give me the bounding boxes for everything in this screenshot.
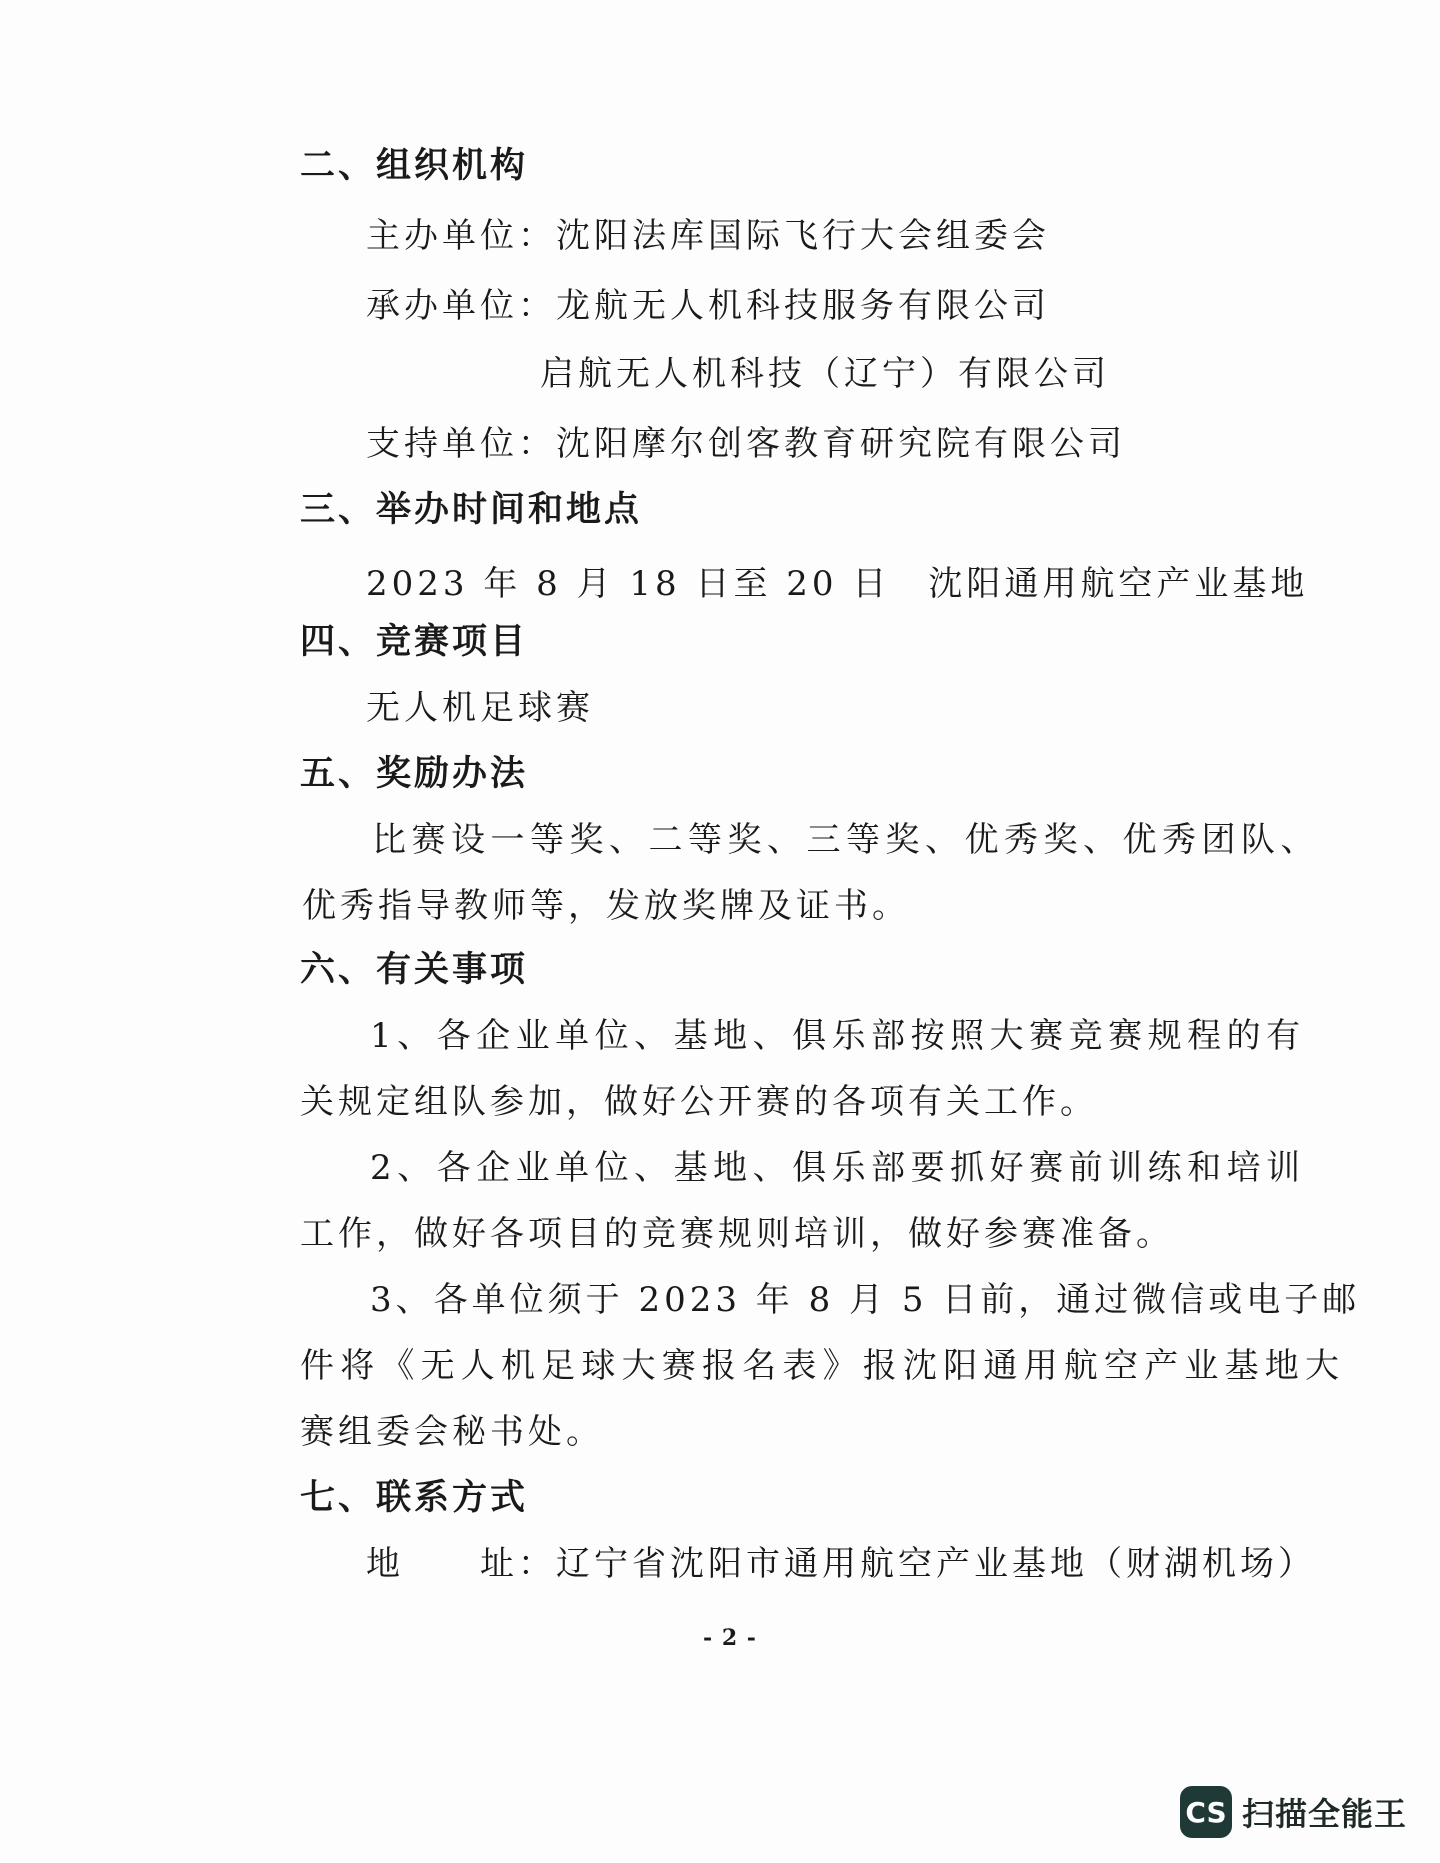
awards-line-2: 优秀指导教师等，发放奖牌及证书。 (302, 886, 910, 926)
matters-item2-line1: 2、各企业单位、基地、俱乐部要抓好赛前训练和培训 (370, 1148, 1306, 1188)
section-heading-organization: 二、组织机构 (300, 146, 529, 186)
matters-item1-line2: 关规定组队参加，做好公开赛的各项有关工作。 (300, 1082, 1098, 1122)
scanner-watermark (1180, 1784, 1407, 1840)
section-heading-matters: 六、有关事项 (300, 950, 529, 990)
awards-line-1: 比赛设一等奖、二等奖、三等奖、优秀奖、优秀团队、 (372, 820, 1320, 860)
matters-item2-line2: 工作，做好各项目的竞赛规则培训，做好参赛准备。 (300, 1214, 1174, 1254)
address-line (366, 1544, 1316, 1584)
address-value: 辽宁省沈阳市通用航空产业基地（财湖机场） (556, 1544, 1316, 1584)
matters-item1-line1: 1、各企业单位、基地、俱乐部按照大赛竞赛规程的有 (370, 1016, 1306, 1056)
matters-item3-line1: 3、各单位须于 2023 年 8 月 5 日前，通过微信或电子邮 (370, 1280, 1361, 1320)
supporter-line: 支持单位：沈阳摩尔创客教育研究院有限公司 (366, 424, 1126, 464)
section-heading-time-place: 三、举办时间和地点 (300, 490, 643, 530)
address-label: 地 址： (366, 1544, 556, 1584)
undertaker-line-2: 启航无人机科技（辽宁）有限公司 (540, 354, 1110, 394)
section-heading-events: 四、竞赛项目 (300, 622, 529, 662)
section-heading-awards: 五、奖励办法 (300, 754, 529, 794)
page-number: - 2 - (703, 1625, 757, 1651)
camscanner-logo-icon: CS (1180, 1786, 1232, 1838)
section-heading-contact: 七、联系方式 (300, 1478, 529, 1518)
matters-item3-line2: 件将《无人机足球大赛报名表》报沈阳通用航空产业基地大 (300, 1346, 1346, 1386)
undertaker-line-1: 承办单位：龙航无人机科技服务有限公司 (366, 286, 1050, 326)
organizer-line: 主办单位：沈阳法库国际飞行大会组委会 (366, 216, 1050, 256)
matters-item3-line3: 赛组委会秘书处。 (300, 1412, 604, 1452)
watermark-app-name: 扫描全能王 (1242, 1795, 1408, 1833)
event-item: 无人机足球赛 (366, 688, 594, 728)
time-place-line: 2023 年 8 月 18 日至 20 日 沈阳通用航空产业基地 (366, 564, 1309, 604)
